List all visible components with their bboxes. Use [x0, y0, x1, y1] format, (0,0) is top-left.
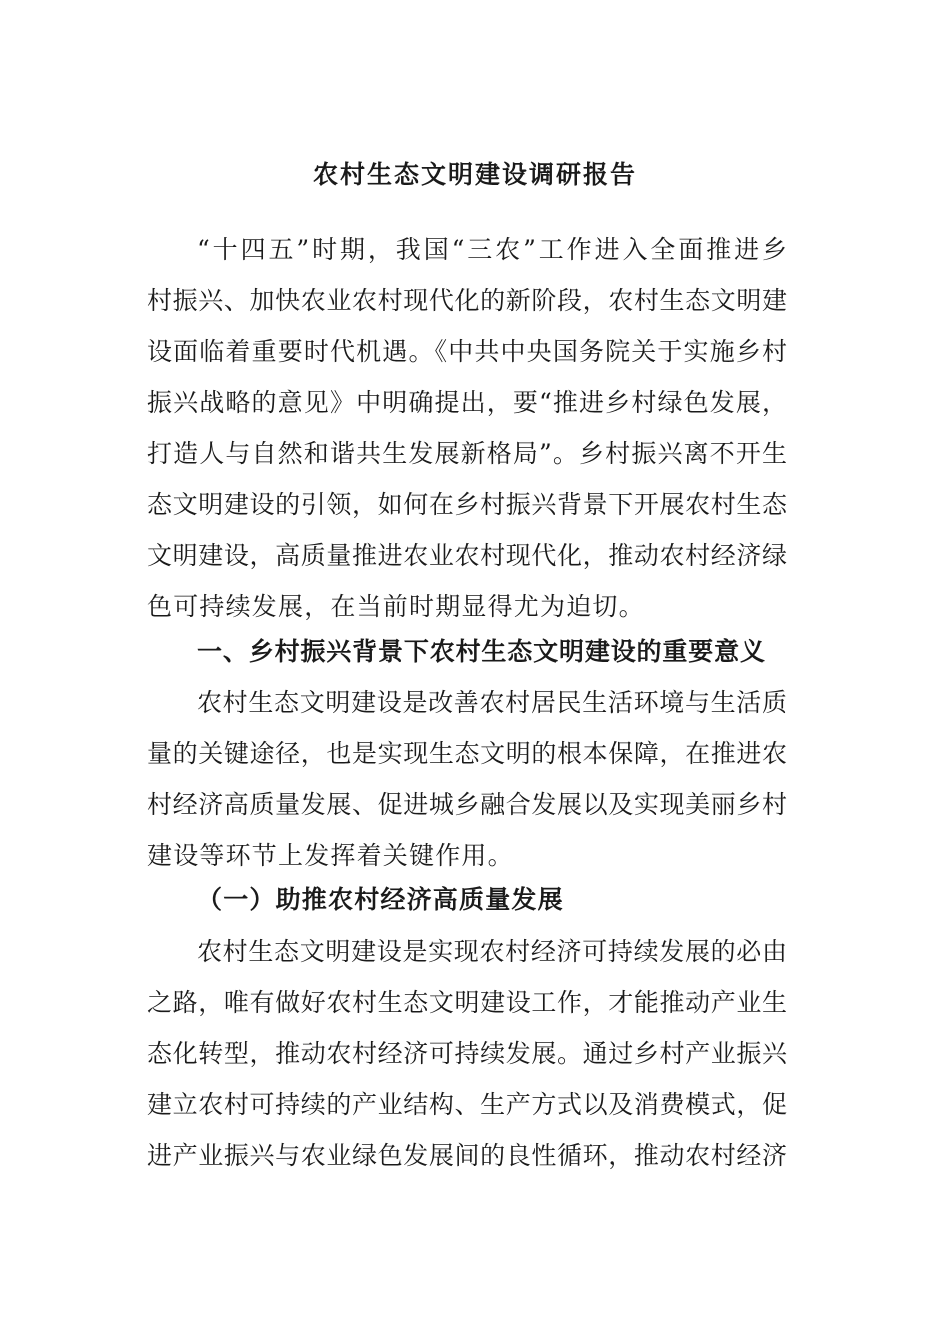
paragraph-line: 村经济高质量发展、促进城乡融合发展以及实现美丽乡村	[147, 790, 787, 819]
subsection-heading: （一）助推农村经济高质量发展	[197, 885, 564, 914]
paragraph-line: 色可持续发展，在当前时期显得尤为迫切。	[147, 592, 645, 621]
paragraph-line: 建设等环节上发挥着关键作用。	[147, 841, 514, 870]
paragraph-line: 振兴战略的意见》中明确提出，要“推进乡村绿色发展，	[147, 388, 787, 417]
paragraph-line: 农村生态文明建设是实现农村经济可持续发展的必由	[197, 937, 787, 966]
paragraph-line: 设面临着重要时代机遇。《中共中央国务院关于实施乡村	[147, 337, 787, 366]
paragraph-line: 态化转型，推动农村经济可持续发展。通过乡村产业振兴	[147, 1039, 787, 1068]
paragraph-line: 打造人与自然和谐共生发展新格局”。乡村振兴离不开生	[147, 439, 787, 468]
paragraph-line: “十四五”时期，我国“三农”工作进入全面推进乡	[197, 235, 787, 264]
paragraph-line: 建立农村可持续的产业结构、生产方式以及消费模式，促	[147, 1090, 787, 1119]
section-heading: 一、乡村振兴背景下农村生态文明建设的重要意义	[197, 637, 765, 666]
paragraph-line: 进产业振兴与农业绿色发展间的良性循环，推动农村经济	[147, 1141, 787, 1170]
page-title: 农村生态文明建设调研报告	[312, 160, 637, 189]
paragraph-line: 量的关键途径，也是实现生态文明的根本保障，在推进农	[147, 739, 787, 768]
paragraph-line: 之路，唯有做好农村生态文明建设工作，才能推动产业生	[147, 988, 787, 1017]
paragraph-line: 文明建设，高质量推进农业农村现代化，推动农村经济绿	[147, 541, 787, 570]
paragraph-line: 态文明建设的引领，如何在乡村振兴背景下开展农村生态	[147, 490, 787, 519]
paragraph-line: 村振兴、加快农业农村现代化的新阶段，农村生态文明建	[147, 286, 787, 315]
paragraph-line: 农村生态文明建设是改善农村居民生活环境与生活质	[197, 688, 787, 717]
